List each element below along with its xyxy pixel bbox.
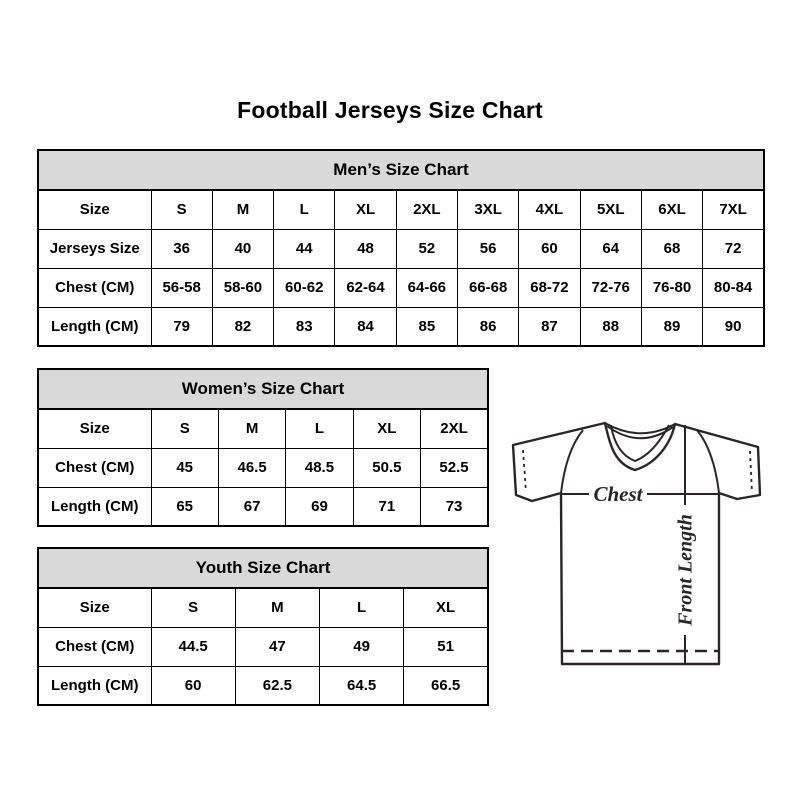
value-cell: 67 (218, 487, 285, 526)
cuff-stitch-right (750, 451, 752, 493)
row-label: Chest (CM) (38, 268, 151, 307)
value-cell: 68 (641, 229, 702, 268)
size-col-header: L (274, 190, 335, 229)
value-cell: 44 (274, 229, 335, 268)
value-cell: 52.5 (421, 448, 488, 487)
row-label: Chest (CM) (38, 627, 151, 666)
womens-table-title: Women’s Size Chart (38, 369, 488, 409)
table-row (38, 487, 488, 526)
size-col-header: S (151, 588, 235, 627)
value-cell: 36 (151, 229, 212, 268)
value-cell: 90 (703, 307, 764, 346)
table-header-row (38, 548, 488, 588)
value-cell: 52 (396, 229, 457, 268)
size-col-header: 2XL (421, 409, 488, 448)
value-cell: 73 (421, 487, 488, 526)
value-cell: 66.5 (404, 666, 488, 705)
value-cell: 66-68 (457, 268, 518, 307)
value-cell: 47 (235, 627, 319, 666)
size-col-header: L (320, 588, 404, 627)
value-cell: 87 (519, 307, 580, 346)
youth-size-table (37, 547, 489, 706)
value-cell: 65 (151, 487, 218, 526)
front-length-measure-label: Front Length (674, 514, 697, 626)
table-row (38, 588, 488, 627)
row-label: Length (CM) (38, 666, 151, 705)
row-label: Chest (CM) (38, 448, 151, 487)
table-row (38, 448, 488, 487)
value-cell: 49 (320, 627, 404, 666)
jersey-measurement-diagram (507, 416, 763, 666)
table-row (38, 627, 488, 666)
size-col-header: 5XL (580, 190, 641, 229)
mens-size-table (37, 149, 765, 347)
value-cell: 69 (286, 487, 353, 526)
size-col-header: 4XL (519, 190, 580, 229)
size-col-header: S (151, 409, 218, 448)
size-col-header: M (235, 588, 319, 627)
value-cell: 89 (641, 307, 702, 346)
table-row (38, 666, 488, 705)
value-cell: 79 (151, 307, 212, 346)
value-cell: 72-76 (580, 268, 641, 307)
value-cell: 60 (151, 666, 235, 705)
jersey-outline (513, 423, 760, 664)
size-col-header: L (286, 409, 353, 448)
value-cell: 45 (151, 448, 218, 487)
value-cell: 51 (404, 627, 488, 666)
row-label: Jerseys Size (38, 229, 151, 268)
size-col-header: XL (353, 409, 420, 448)
table-row (38, 190, 764, 229)
row-label: Size (38, 588, 151, 627)
sleeve-seam-left (561, 430, 583, 493)
table-row (38, 229, 764, 268)
value-cell: 76-80 (641, 268, 702, 307)
value-cell: 60 (519, 229, 580, 268)
value-cell: 48 (335, 229, 396, 268)
value-cell: 60-62 (274, 268, 335, 307)
value-cell: 62.5 (235, 666, 319, 705)
value-cell: 85 (396, 307, 457, 346)
value-cell: 83 (274, 307, 335, 346)
size-col-header: S (151, 190, 212, 229)
sleeve-seam-right (697, 430, 719, 493)
size-col-header: 3XL (457, 190, 518, 229)
womens-size-table (37, 368, 489, 527)
value-cell: 56 (457, 229, 518, 268)
table-row (38, 268, 764, 307)
value-cell: 40 (212, 229, 273, 268)
value-cell: 48.5 (286, 448, 353, 487)
size-col-header: 2XL (396, 190, 457, 229)
table-header-row (38, 150, 764, 190)
page-title: Football Jerseys Size Chart (237, 97, 543, 123)
row-label: Size (38, 409, 151, 448)
value-cell: 50.5 (353, 448, 420, 487)
value-cell: 80-84 (703, 268, 764, 307)
table-row (38, 307, 764, 346)
value-cell: 71 (353, 487, 420, 526)
value-cell: 62-64 (335, 268, 396, 307)
size-col-header: XL (335, 190, 396, 229)
size-col-header: M (218, 409, 285, 448)
value-cell: 56-58 (151, 268, 212, 307)
size-col-header: 6XL (641, 190, 702, 229)
row-label: Length (CM) (38, 487, 151, 526)
cuff-stitch-left (523, 450, 526, 492)
row-label: Size (38, 190, 151, 229)
size-col-header: XL (404, 588, 488, 627)
value-cell: 64-66 (396, 268, 457, 307)
jersey-diagram-svg (507, 416, 763, 666)
row-label: Length (CM) (38, 307, 151, 346)
mens-table-title: Men’s Size Chart (38, 150, 764, 190)
chest-measure-label: Chest (593, 482, 643, 506)
value-cell: 72 (703, 229, 764, 268)
value-cell: 64.5 (320, 666, 404, 705)
value-cell: 84 (335, 307, 396, 346)
value-cell: 82 (212, 307, 273, 346)
value-cell: 64 (580, 229, 641, 268)
youth-table-title: Youth Size Chart (38, 548, 488, 588)
value-cell: 44.5 (151, 627, 235, 666)
value-cell: 86 (457, 307, 518, 346)
value-cell: 68-72 (519, 268, 580, 307)
size-col-header: M (212, 190, 273, 229)
table-row (38, 409, 488, 448)
size-col-header: 7XL (703, 190, 764, 229)
value-cell: 58-60 (212, 268, 273, 307)
value-cell: 88 (580, 307, 641, 346)
table-header-row (38, 369, 488, 409)
value-cell: 46.5 (218, 448, 285, 487)
